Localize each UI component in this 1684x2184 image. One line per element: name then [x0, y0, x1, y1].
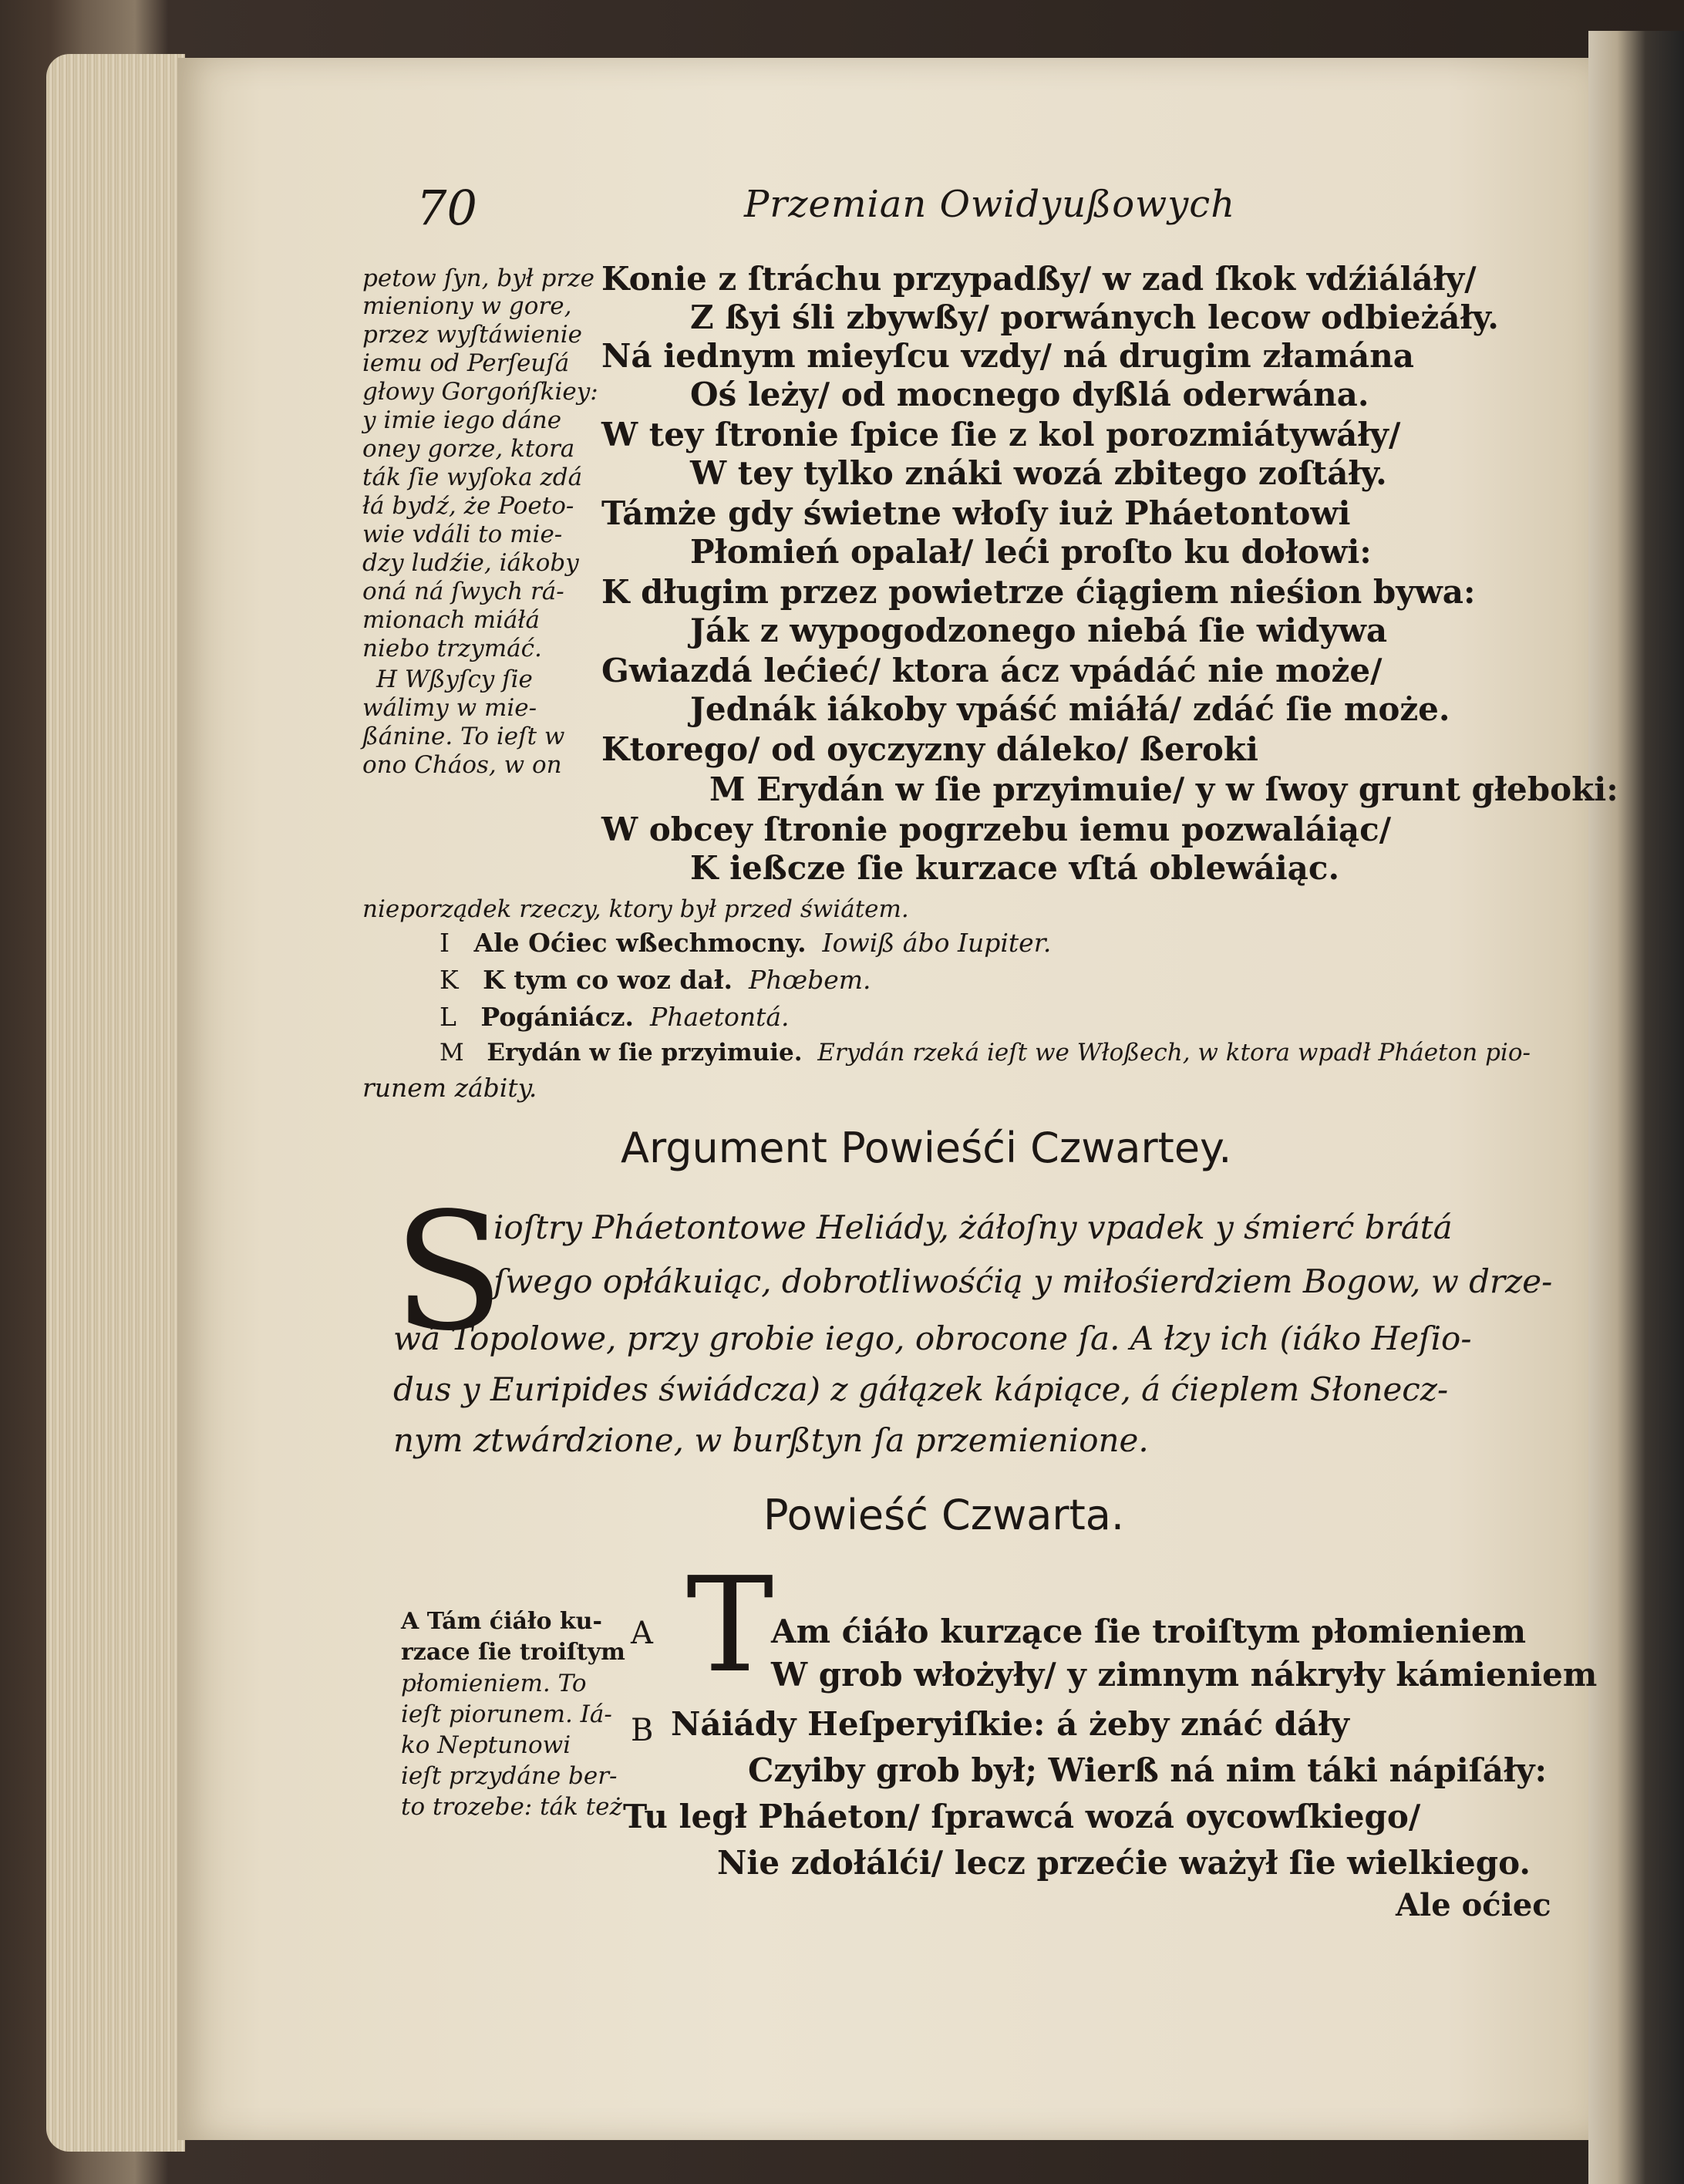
- verse-line: Nie zdołálći/ lecz przećie ważył ſie wielkiego.: [717, 1844, 1531, 1882]
- gloss-line: ták ſie wyſoka zdá: [362, 463, 583, 491]
- gloss-line: mieniony w gore,: [362, 292, 572, 320]
- verse-line: Náiády Heſperyiſkie: á żeby znáć dáły: [671, 1705, 1349, 1743]
- gloss-line: rzace ſie troiſtym: [401, 1639, 625, 1666]
- facing-page-edge: [1588, 31, 1684, 2184]
- verse-line: Z ßyi śli zbywßy/ porwánych lecow odbieżáły.: [690, 298, 1499, 336]
- note-row: [440, 965, 871, 995]
- note-gloss: Erydán rzeká ieſt we Włoßech, w ktora wpadł Pháeton pio-: [817, 1039, 1531, 1067]
- gloss-line: H Wßyſcy ſie: [376, 666, 533, 693]
- verse-line: K ießcze ſie kurzace vſtá oblewáiąc.: [690, 849, 1340, 887]
- gloss-line: wie vdáli to mie-: [362, 521, 563, 548]
- verse-line: Gwiazdá lećieć/ ktora ácz vpádáć nie może/: [601, 652, 1383, 689]
- gloss-line: oná ná ſwych rá-: [362, 578, 564, 605]
- gloss-line: ieſt przydáne ber-: [401, 1762, 618, 1790]
- verse-line: K długim przez powietrze ćiągiem nieśion bywa:: [601, 573, 1476, 611]
- note-gloss: Phaetontá.: [650, 1002, 790, 1032]
- book-page: [177, 58, 1618, 2140]
- verse-line: W obcey ſtronie pogrzebu iemu pozwaláiąc/: [601, 811, 1392, 848]
- drop-cap-s: S: [393, 1178, 504, 1367]
- argument-line: dus y Euripides świádcza) z gáłązek kápiące, á ćieplem Słonecz-: [393, 1370, 1449, 1408]
- note-gloss: Phœbem.: [749, 965, 871, 995]
- gloss-line: ßánine. To ieſt w: [362, 723, 565, 750]
- gloss-line: przez wyſtáwienie: [362, 321, 583, 349]
- verse-line: Ktorego/ od oyczyzny dáleko/ ßeroki: [601, 730, 1258, 768]
- verse-line: Tu legł Pháeton/ ſprawcá wozá oycowſkiego/: [623, 1798, 1421, 1835]
- argument-title: Argument Powieśći Czwartey.: [621, 1124, 1232, 1172]
- argument-line: nym ztwárdzione, w burßtyn ſa przemienione.: [393, 1421, 1149, 1459]
- argument-line: wá Topolowe, przy grobie iego, obrocone ſa. A łzy ich (iáko Heſio-: [393, 1320, 1472, 1357]
- note-label: M: [440, 1039, 464, 1067]
- note-continuation: runem zábity.: [362, 1073, 537, 1103]
- verse-line: Płomień opalał/ leći proſto ku dołowi:: [690, 533, 1372, 571]
- note-gloss: Iowiß ábo Iupiter.: [822, 928, 1052, 958]
- note-verse: Ale Oćiec wßechmocny.: [473, 928, 807, 958]
- marker-b: B: [631, 1713, 654, 1748]
- gloss-line: dzy ludźie, iákoby: [362, 549, 579, 577]
- gloss-full-line: nieporządek rzeczy, ktory był przed świátem.: [362, 895, 909, 923]
- argument-line: ioſtry Pháetontowe Heliády, żáłoſny vpadek y śmierć brátá: [493, 1208, 1453, 1246]
- gloss-line: to trozebe: ták też: [401, 1793, 622, 1821]
- gloss-line: petow ſyn, był prze: [362, 265, 594, 292]
- gloss-line: ieſt piorunem. Iá-: [401, 1700, 612, 1728]
- verse-line: Ná iednym mieyſcu vzdy/ ná drugim złamána: [601, 337, 1414, 375]
- gloss-line: niebo trzymáć.: [362, 635, 542, 662]
- verse-line: Támże gdy świetne włoſy iuż Pháetontowi: [601, 494, 1351, 532]
- note-row: [440, 1002, 790, 1032]
- running-head: Przemian Owidyußowych: [744, 183, 1236, 226]
- gloss-line: ono Cháos, w on: [362, 751, 562, 779]
- note-verse: Pogániácz.: [480, 1002, 635, 1032]
- gloss-line: łá bydź, że Poeto-: [362, 492, 574, 520]
- verse-line: Ják z wypogodzonego niebá ſie widywa: [690, 612, 1388, 649]
- verse-line: Jednák iákoby vpáść miáłá/ zdáć ſie może.: [690, 690, 1450, 728]
- gloss-line: A Tám ćiáło ku-: [401, 1608, 602, 1635]
- gloss-line: ko Neptunowi: [401, 1731, 571, 1759]
- note-row: [440, 928, 1051, 958]
- verse-line: W grob włożyły/ y zimnym nákryły kámieniem: [771, 1656, 1598, 1694]
- gloss-line: wálimy w mie-: [362, 694, 537, 722]
- marker-a: A: [631, 1616, 653, 1651]
- gloss-line: oney gorze, ktora: [362, 435, 575, 463]
- verse-line: Oś leży/ od mocnego dyßlá oderwána.: [690, 376, 1369, 413]
- argument-line: ſwego opłákuiąc, dobrotliwośćią y miłośierdziem Bogow, w drze-: [493, 1262, 1553, 1300]
- gloss-line: głowy Gorgońſkiey:: [362, 378, 598, 406]
- gloss-line: płomieniem. To: [401, 1670, 587, 1697]
- verse-line: Konie z ſtráchu przypadßy/ w zad ſkok vdźiáláły/: [601, 260, 1477, 298]
- gloss-line: iemu od Perſeuſá: [362, 349, 570, 377]
- section-title: Powieść Czwarta.: [763, 1491, 1124, 1539]
- note-verse: K tym co woz dał.: [483, 965, 733, 995]
- verse-line: Am ćiáło kurzące ſie troiſtym płomieniem: [771, 1613, 1527, 1650]
- drop-cap-t: T: [686, 1549, 774, 1702]
- verse-line: M Erydán w ſie przyimuie/ y w ſwoy grunt głeboki:: [709, 770, 1618, 808]
- verse-line: W tey ſtronie ſpice ſie z kol porozmiátywáły/: [601, 416, 1401, 453]
- note-verse: Erydán w ſie przyimuie.: [487, 1039, 803, 1067]
- note-label: I: [440, 928, 450, 958]
- note-label: L: [440, 1002, 456, 1032]
- gloss-line: mionach miáłá: [362, 606, 540, 634]
- verse-line: W tey tylko znáki wozá zbitego zoſtáły.: [690, 454, 1387, 492]
- gloss-line: y imie iego dáne: [362, 406, 562, 434]
- verse-line: Czyiby grob był; Wierß ná nim táki nápiſáły:: [748, 1751, 1547, 1789]
- page-stack-edge: [46, 54, 185, 2152]
- note-label: K: [440, 965, 459, 995]
- note-row: [440, 1039, 1531, 1067]
- catchword: Ale oćiec: [1396, 1887, 1551, 1923]
- page-number: 70: [416, 180, 477, 236]
